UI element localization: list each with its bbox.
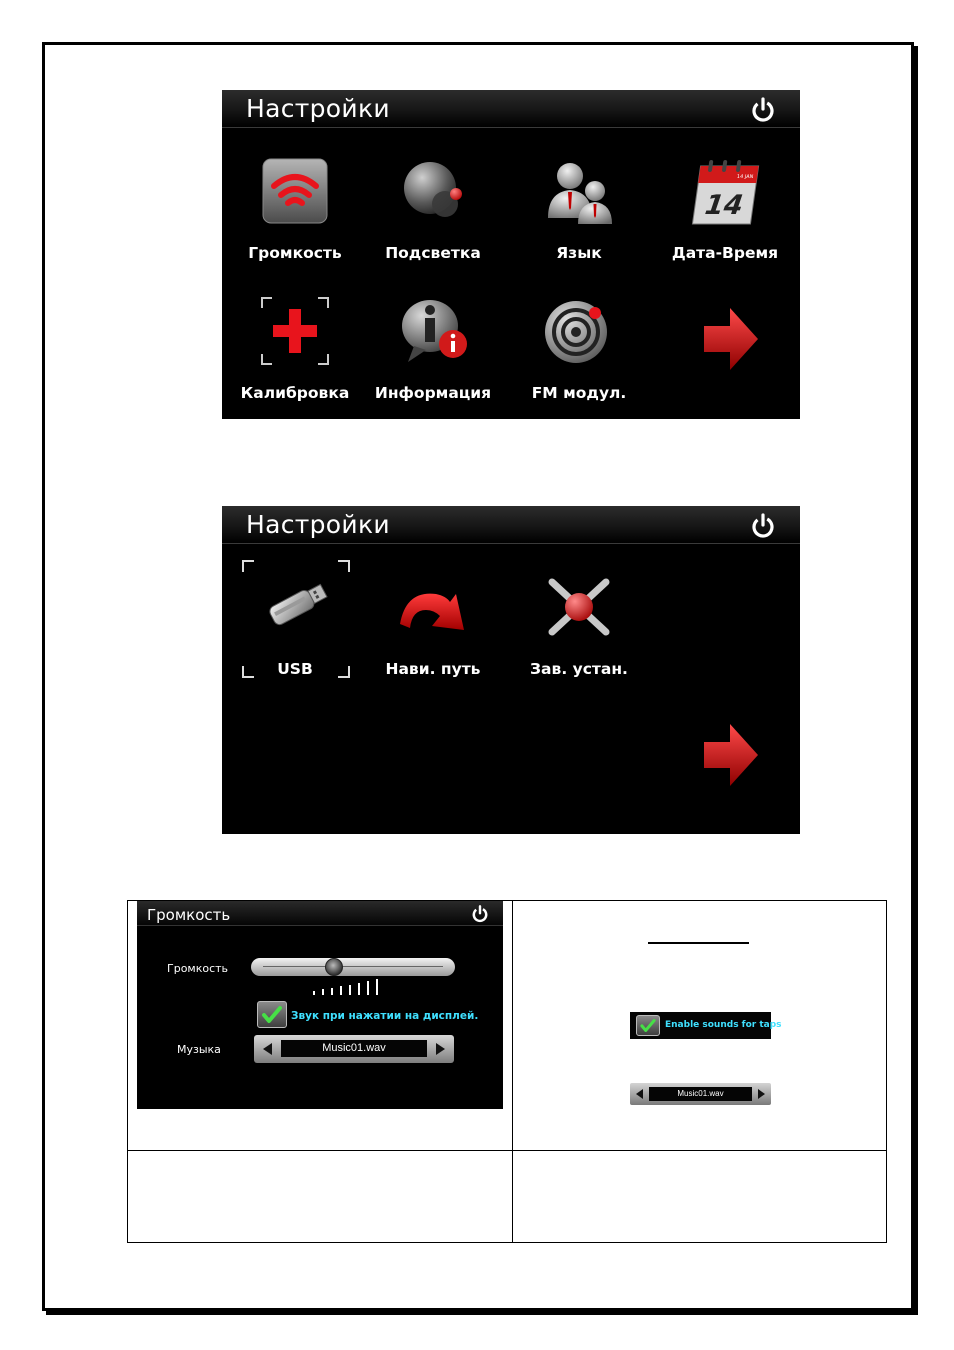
volume-icon <box>260 156 330 226</box>
menu-item-calibration[interactable] <box>225 282 365 412</box>
calendar-icon <box>690 156 760 226</box>
volume-slider[interactable] <box>251 958 455 976</box>
menu-item-label: Информация <box>374 384 492 402</box>
screen-title: Громкость <box>147 906 231 924</box>
check-icon <box>258 1002 286 1027</box>
calendar-day: 14 <box>703 190 745 221</box>
screen-title: Настройки <box>246 94 390 123</box>
tap-sound-label: Звук при нажатии на дисплей. <box>291 1010 479 1022</box>
slider-knob[interactable] <box>325 958 343 976</box>
menu-item-nav-path[interactable] <box>363 558 503 688</box>
tap-sound-checkbox[interactable] <box>257 1001 287 1028</box>
menu-item-label: Язык <box>556 244 602 262</box>
arrow-left-icon <box>636 1089 643 1099</box>
volume-level-bars <box>313 979 393 995</box>
menu-item-information[interactable] <box>363 282 503 412</box>
menu-item-backlight[interactable] <box>363 142 503 272</box>
fm-icon <box>544 296 614 366</box>
volume-label: Громкость <box>167 962 229 975</box>
menu-item-label: Калибровка <box>240 384 350 402</box>
factory-reset-icon <box>544 572 614 642</box>
menu-item-language[interactable] <box>509 142 649 272</box>
arrow-right-icon <box>758 1089 765 1099</box>
enable-sounds-checkbox-sample <box>630 1012 782 1039</box>
calibration-icon <box>260 296 330 366</box>
menu-item-label: Нави. путь <box>385 660 481 678</box>
title-bar <box>222 506 800 544</box>
music-label: Музыка <box>177 1043 221 1056</box>
language-icon <box>544 156 614 226</box>
checkbox <box>636 1015 660 1036</box>
info-icon <box>398 296 468 366</box>
calendar-month: 14 JAN <box>736 174 754 180</box>
power-icon[interactable] <box>471 905 489 923</box>
usb-icon <box>260 572 330 642</box>
menu-item-label: Зав. устан. <box>530 660 628 678</box>
next-page-arrow-icon[interactable] <box>700 306 760 372</box>
next-page-arrow-icon[interactable] <box>700 722 760 788</box>
power-icon[interactable] <box>750 97 776 123</box>
nav-path-icon <box>398 572 468 642</box>
backlight-icon <box>398 156 468 226</box>
screen-title: Настройки <box>246 510 390 539</box>
music-value: Music01.wav <box>281 1040 427 1057</box>
menu-item-fm-modulator[interactable] <box>509 282 649 412</box>
music-selector-sample <box>630 1083 771 1105</box>
enable-sounds-label: Enable sounds for taps <box>665 1020 782 1030</box>
arrow-right-icon[interactable] <box>436 1043 445 1055</box>
description-table <box>127 900 887 1243</box>
menu-item-factory-reset[interactable] <box>509 558 649 688</box>
menu-item-label: Дата-Время <box>671 244 779 262</box>
legend-cell <box>513 901 887 1150</box>
slider-track <box>263 966 443 967</box>
menu-item-label: FM модул. <box>531 384 627 402</box>
volume-screen <box>137 901 503 1109</box>
selection-corner <box>242 560 254 572</box>
title-bar <box>137 901 503 926</box>
title-bar <box>222 90 800 128</box>
menu-item-label: USB <box>277 660 313 678</box>
settings-screen-1 <box>222 90 800 419</box>
selection-corner <box>338 560 350 572</box>
music-value: Music01.wav <box>649 1087 752 1101</box>
menu-item-usb[interactable] <box>225 558 365 688</box>
power-icon[interactable] <box>750 513 776 539</box>
heading-underline <box>648 942 749 944</box>
menu-item-label: Подсветка <box>385 244 481 262</box>
arrow-left-icon[interactable] <box>263 1043 272 1055</box>
settings-screen-2 <box>222 506 800 834</box>
table-divider <box>128 1150 886 1151</box>
menu-item-volume[interactable] <box>225 142 365 272</box>
menu-item-label: Громкость <box>248 244 342 262</box>
check-icon <box>637 1016 659 1035</box>
music-selector[interactable] <box>254 1035 454 1063</box>
menu-item-date-time[interactable] <box>655 142 795 272</box>
